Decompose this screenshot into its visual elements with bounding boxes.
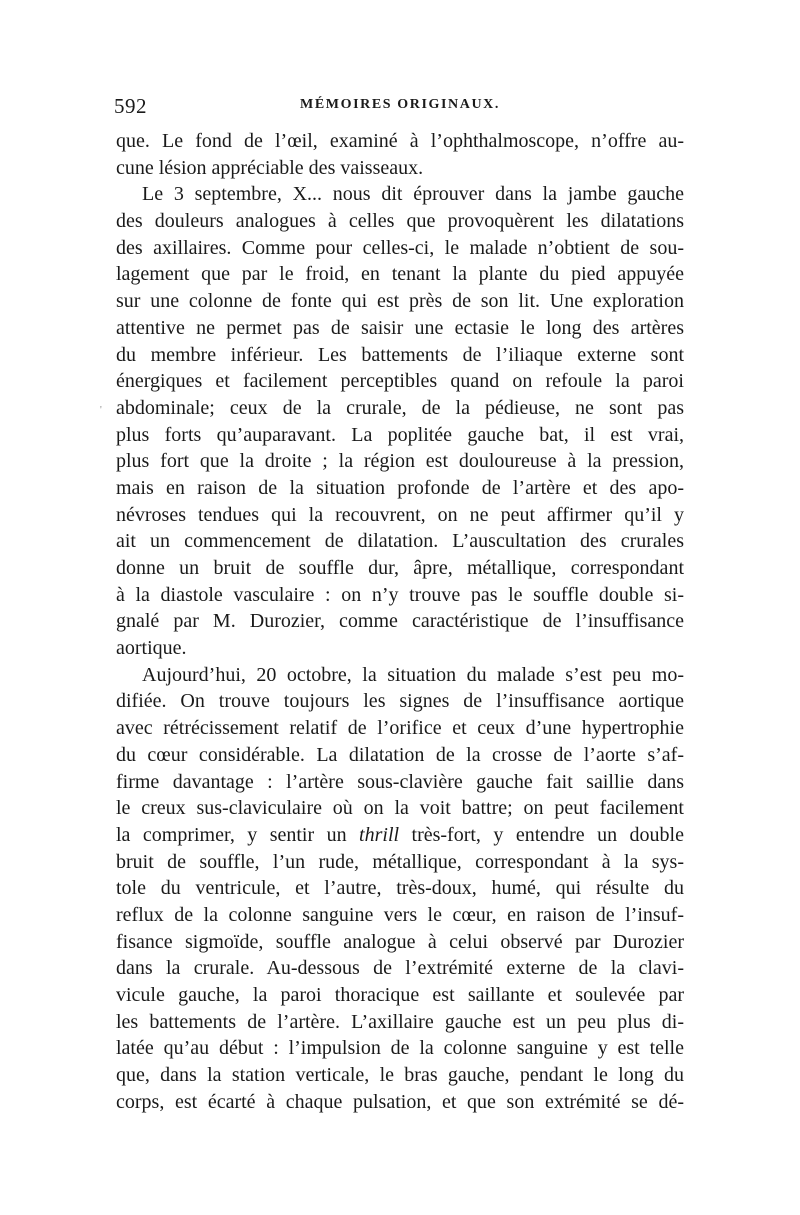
text-line: des douleurs analogues à celles que provoquèrent les dilatations: [116, 210, 684, 233]
text-line: des axillaires. Comme pour celles-ci, le malade n’obtient de sou-: [116, 236, 684, 259]
text-line: le creux sus-claviculaire où on la voit battre; on peut facilement: [116, 797, 684, 820]
text-line: du cœur considérable. La dilatation de la crosse de l’aorte s’af-: [116, 743, 684, 766]
text-line: névroses tendues qui la recouvrent, on ne peut affirmer qu’il y: [116, 503, 684, 526]
text-line: firme davantage : l’artère sous-clavière gauche fait saillie dans: [116, 770, 684, 793]
text-line: ait un commencement de dilatation. L’auscultation des crurales: [116, 530, 684, 553]
page-header: [114, 94, 686, 124]
text-line: fisance sigmoïde, souffle analogue à celui observé par Durozier: [116, 930, 684, 953]
body-text: [116, 128, 684, 1115]
text-line: dans la crurale. Au-dessous de l’extrémité externe de la clavi-: [116, 957, 684, 980]
text-line: aortique.: [116, 637, 187, 660]
text-line: latée qu’au début : l’impulsion de la colonne sanguine y est telle: [116, 1037, 684, 1060]
text-line: donne un bruit de souffle dur, âpre, métallique, correspondant: [116, 557, 684, 579]
text-line: les battements de l’artère. L’axillaire gauche est un peu plus di-: [116, 1010, 684, 1033]
text-line: bruit de souffle, l’un rude, métallique, correspondant à la sys-: [116, 850, 684, 873]
text-line: corps, est écarté à chaque pulsation, et que son extrémité se dé-: [116, 1090, 684, 1113]
running-title: MÉMOIRES ORIGINAUX.: [300, 97, 500, 112]
text-line: mais en raison de la situation profonde de l’artère et des apo-: [116, 476, 684, 499]
text-line: que, dans la station verticale, le bras gauche, pendant le long du: [116, 1064, 684, 1087]
text-line: du membre inférieur. Les battements de l’iliaque externe sont: [116, 343, 684, 366]
text-line: plus fort que la droite ; la région est douloureuse à la pression,: [116, 450, 684, 473]
text-line: à la diastole vasculaire : on n’y trouve pas le souffle double si-: [116, 583, 684, 606]
text-line: gnalé par M. Durozier, comme caractéristique de l’insuffisance: [116, 610, 684, 633]
text-line: tole du ventricule, et l’autre, très-doux, humé, qui résulte du: [116, 877, 684, 900]
text-line: Aujourd’hui, 20 octobre, la situation du malade s’est peu mo-: [142, 663, 684, 686]
text-line: difiée. On trouve toujours les signes de l’insuffisance aortique: [116, 690, 684, 713]
text-line: avec rétrécissement relatif de l’orifice et ceux d’une hypertrophie: [116, 717, 684, 740]
text-line: reflux de la colonne sanguine vers le cœur, en raison de l’insuf-: [116, 903, 684, 926]
text-line: abdominale; ceux de la crurale, de la pédieuse, ne sont pas: [116, 396, 684, 419]
text-line: lagement que par le froid, en tenant la plante du pied appuyée: [116, 263, 684, 286]
text-line: la comprimer, y sentir un thrill très-fort, y entendre un double: [116, 823, 684, 846]
text-line: attentive ne permet pas de saisir une ectasie le long des artères: [116, 316, 684, 339]
text-line: Le 3 septembre, X... nous dit éprouver dans la jambe gauche: [142, 183, 684, 206]
text-line: sur une colonne de fonte qui est près de son lit. Une exploration: [116, 290, 684, 313]
text-line: que. Le fond de l’œil, examiné à l’ophthalmoscope, n’offre au-: [116, 130, 684, 152]
text-line: plus forts qu’auparavant. La poplitée gauche bat, il est vrai,: [116, 423, 684, 446]
page-number: 592: [114, 94, 147, 118]
text-line: énergiques et facilement perceptibles quand on refoule la paroi: [116, 370, 684, 393]
text-line: cune lésion appréciable des vaisseaux.: [116, 156, 424, 179]
margin-mark: ': [100, 405, 102, 416]
text-line: vicule gauche, la paroi thoracique est saillante et soulevée par: [116, 984, 684, 1006]
italic-term: thrill: [359, 823, 400, 846]
